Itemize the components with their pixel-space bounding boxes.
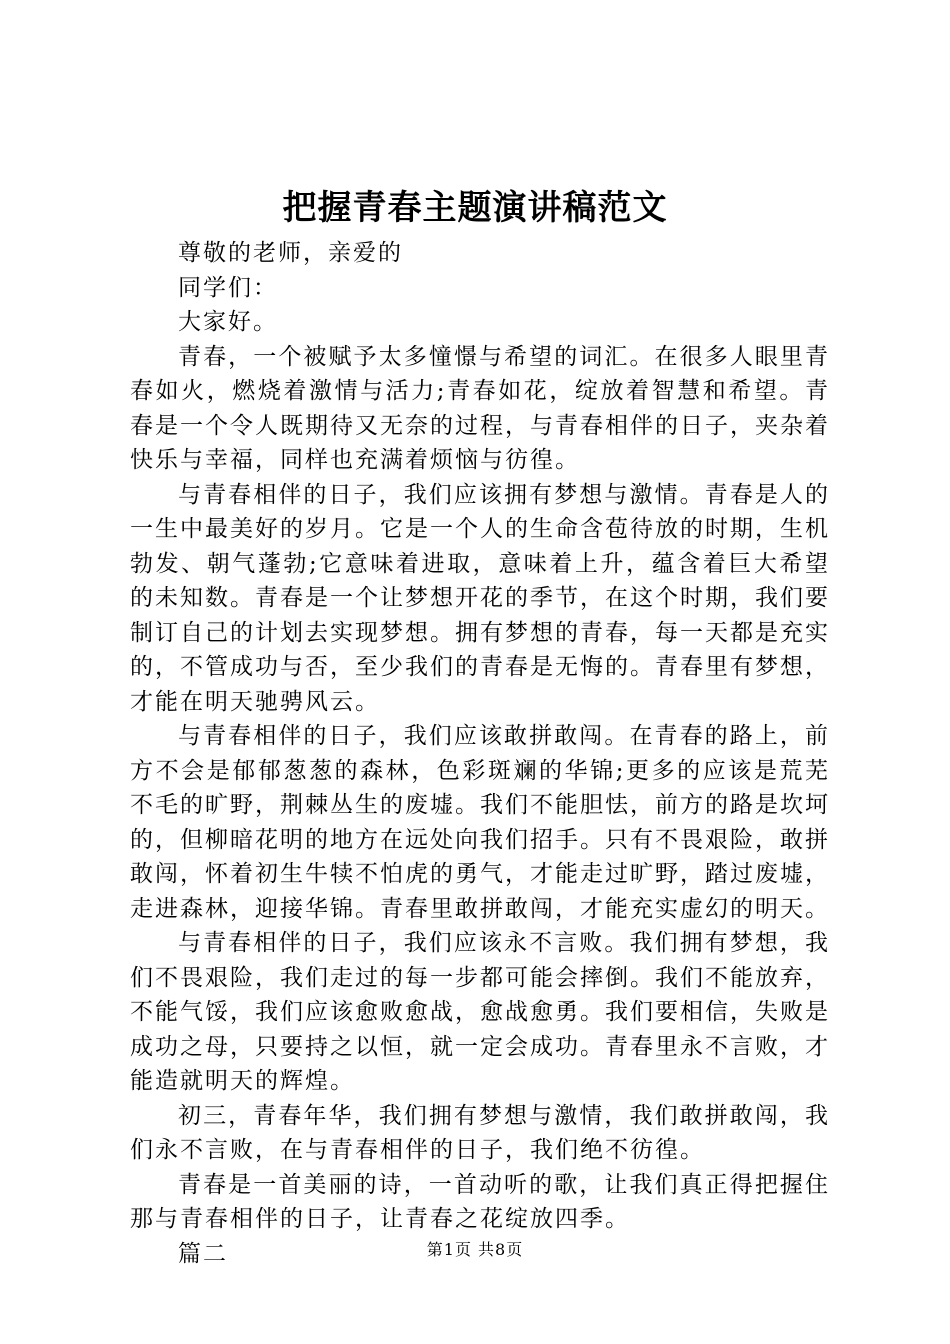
salutation-line-2: 同学们： bbox=[178, 274, 278, 301]
paragraph-perseverance: 与青春相伴的日子，我们应该永不言败。我们拥有梦想，我们不畏艰险，我们走过的每一步都可能会摔倒。我们不能放弃，不能气馁，我们应该愈败愈战，愈战愈勇。我们要相信，失败是成功之母，只要持之以恒，就一定会成功。青春里永不言败，才能造就明天的辉煌。 bbox=[130, 930, 830, 1094]
paragraph-courage: 与青春相伴的日子，我们应该敢拼敢闯。在青春的路上，前方不会是郁郁葱葱的森林，色彩斑斓的华锦;更多的应该是荒芜不毛的旷野，荆棘丛生的废墟。我们不能胆怯，前方的路是坎坷的，但柳暗花明的地方在远处向我们招手。只有不畏艰险，敢拼敢闯，怀着初生牛犊不怕虎的勇气，才能走过旷野，踏过废墟，走进森林，迎接华锦。青春里敢拼敢闯，才能充实虚幻的明天。 bbox=[130, 723, 830, 922]
paragraph-summary: 初三，青春年华，我们拥有梦想与激情，我们敢拼敢闯，我们永不言败，在与青春相伴的日子，我们绝不彷徨。 bbox=[130, 1102, 830, 1163]
page-footer: 第1页 共8页 bbox=[426, 1240, 524, 1259]
document-body bbox=[130, 236, 830, 1271]
paragraph-intro: 青春，一个被赋予太多憧憬与希望的词汇。在很多人眼里青春如火，燃烧着激情与活力;青春如花，绽放着智慧和希望。青春是一个令人既期待又无奈的过程，与青春相伴的日子，夹杂着快乐与幸福，同样也充满着烦恼与彷徨。 bbox=[130, 343, 830, 473]
greeting: 大家好。 bbox=[178, 309, 278, 335]
salutation-line-1: 尊敬的老师，亲爱的 bbox=[178, 240, 403, 266]
document-title: 把握青春主题演讲稿范文 bbox=[282, 188, 668, 228]
paragraph-dreams: 与青春相伴的日子，我们应该拥有梦想与激情。青春是人的一生中最美好的岁月。它是一个人的生命含苞待放的时期，生机勃发、朝气蓬勃;它意味着进取，意味着上升，蕴含着巨大希望的未知数。青春是一个让梦想开花的季节，在这个时期，我们要制订自己的计划去实现梦想。拥有梦想的青春，每一天都是充实的，不管成功与否，至少我们的青春是无悔的。青春里有梦想，才能在明天驰骋风云。 bbox=[130, 481, 830, 715]
section-heading: 篇二 bbox=[178, 1240, 228, 1267]
paragraph-closing: 青春是一首美丽的诗，一首动听的歌，让我们真正得把握住那与青春相伴的日子，让青春之花绽放四季。 bbox=[130, 1171, 830, 1232]
